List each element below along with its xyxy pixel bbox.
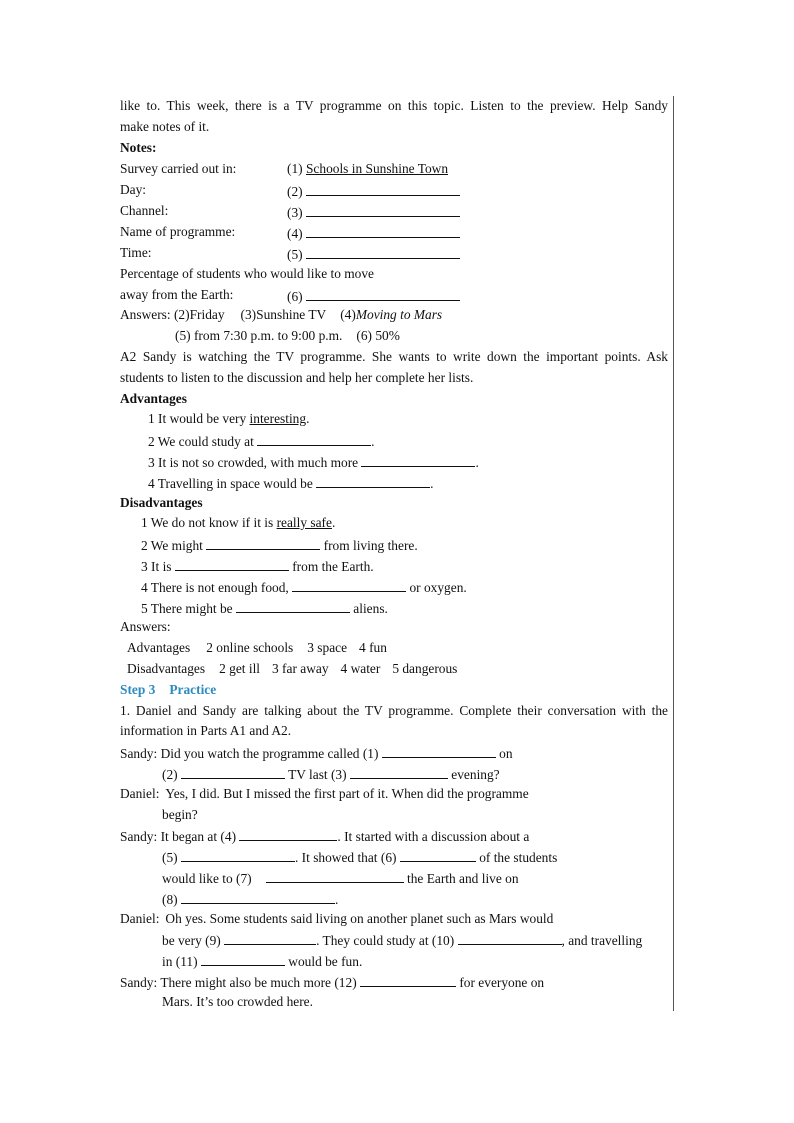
answer-blank[interactable] — [257, 432, 371, 446]
disadvantage-item-4: 4 There is not enough food, or oxygen. — [141, 580, 467, 595]
answer-blank[interactable] — [175, 557, 289, 571]
answer-item: (6) 50% — [356, 328, 400, 343]
notes-row-2 — [120, 182, 668, 198]
disadvantage-item-5: 5 There might be aliens. — [141, 601, 388, 616]
notes-row-label: Channel: — [120, 203, 169, 218]
filled-answer: interesting — [249, 411, 307, 426]
dialogue-line-11: in (11) would be fun. — [162, 954, 363, 969]
speaker-sandy: Sandy: — [120, 746, 158, 761]
dialogue-line-13: Mars. It’s too crowded here. — [162, 994, 313, 1009]
answer-blank[interactable] — [360, 973, 456, 987]
answers2-advantages: Advantages 2 online schools 3 space 4 fun — [127, 640, 387, 655]
notes-row-7 — [120, 287, 668, 303]
speaker-daniel: Daniel: — [120, 911, 160, 926]
answer-item: (2)Friday — [173, 307, 225, 322]
dialogue-line-6: (5) . It showed that (6) of the students — [162, 850, 558, 865]
notes-row-6: Percentage of students who would like to move — [120, 266, 374, 281]
speaker-sandy: Sandy: — [120, 975, 158, 990]
disadvantage-item-1: 1 We do not know if it is really safe. — [141, 515, 336, 530]
notes-row-1 — [120, 161, 668, 177]
dialogue-line-7: would like to (7) the Earth and live on — [162, 871, 519, 886]
answer-blank[interactable] — [239, 827, 337, 841]
answer-blank[interactable] — [400, 848, 476, 862]
answer-blank[interactable] — [458, 931, 562, 945]
dialogue-line-3: Daniel: Yes, I did. But I missed the first part of it. When did the programme — [120, 786, 529, 801]
advantage-item-2: 2 We could study at . — [148, 434, 375, 449]
dialogue-line-5: Sandy: It began at (4) . It started with a discussion about a — [120, 829, 530, 844]
answer-item: (5) from 7:30 p.m. to 9:00 p.m. — [175, 328, 343, 343]
disadvantage-item-3: 3 It is from the Earth. — [141, 559, 374, 574]
notes-row-number: (5) — [287, 247, 303, 262]
answer-blank[interactable] — [201, 952, 285, 966]
practice-question-line-2: information in Parts A1 and A2. — [120, 723, 292, 738]
disadvantage-item-2: 2 We might from living there. — [141, 538, 418, 553]
dialogue-line-8: (8) . — [162, 892, 339, 907]
notes-row-number: (2) — [287, 184, 303, 199]
answer-blank[interactable] — [306, 224, 460, 238]
notes-heading: Notes: — [120, 140, 157, 155]
notes-row-number: (4) — [287, 226, 303, 241]
dialogue-line-12: Sandy: There might also be much more (12) for everyone on — [120, 975, 545, 990]
answer-blank[interactable] — [306, 182, 460, 196]
advantage-item-1: 1 It would be very interesting. — [148, 411, 310, 426]
disadvantages-heading: Disadvantages — [120, 495, 203, 510]
answer-blank[interactable] — [181, 848, 295, 862]
advantages-heading: Advantages — [120, 391, 187, 406]
advantage-item-4: 4 Travelling in space would be . — [148, 476, 434, 491]
notes-row-4 — [120, 224, 668, 240]
answer-blank[interactable] — [224, 931, 316, 945]
dialogue-line-1: Sandy: Did you watch the programme called (1) on — [120, 746, 513, 761]
notes-answers-line-2 — [120, 328, 668, 344]
a2-line-2: students to listen to the discussion and help her complete her lists. — [120, 370, 474, 385]
answers2-label: Answers: — [120, 619, 171, 634]
answer-item: (4) — [340, 307, 356, 322]
notes-row-number: (3) — [287, 205, 303, 220]
answers-label: Answers: — [120, 307, 171, 322]
intro-line-2: make notes of it. — [120, 119, 210, 134]
notes-answer-filled: Schools in Sunshine Town — [305, 161, 449, 176]
answer-blank[interactable] — [266, 869, 404, 883]
speaker-daniel: Daniel: — [120, 786, 160, 801]
intro-line-1: like to. This week, there is a TV programme on this topic. Listen to the preview. Help Sandy — [120, 98, 668, 113]
advantage-item-3: 3 It is not so crowded, with much more . — [148, 455, 479, 470]
answer-blank[interactable] — [361, 453, 475, 467]
answer-item-italic: Moving to Mars — [355, 307, 443, 322]
answer-blank[interactable] — [306, 245, 460, 259]
answer-blank[interactable] — [292, 578, 406, 592]
notes-row-5 — [120, 245, 668, 261]
a2-line-1: A2 Sandy is watching the TV programme. She wants to write down the important points. Ask — [120, 349, 668, 364]
speaker-sandy: Sandy: — [120, 829, 158, 844]
answer-item: (3)Sunshine TV — [240, 307, 327, 322]
answers2-disadvantages: Disadvantages 2 get ill 3 far away 4 water 5 dangerous — [127, 661, 458, 676]
answer-blank[interactable] — [316, 474, 430, 488]
notes-row-label: away from the Earth: — [120, 287, 234, 302]
dialogue-line-2: (2) TV last (3) evening? — [162, 767, 500, 782]
notes-row-label: Time: — [120, 245, 152, 260]
notes-row-label: Name of programme: — [120, 224, 236, 239]
notes-row-label: Survey carried out in: — [120, 161, 237, 176]
notes-row-number: (6) — [287, 289, 303, 304]
practice-question-line-1: 1. Daniel and Sandy are talking about the TV programme. Complete their conversation with the — [120, 703, 668, 718]
notes-row-number: (1) — [287, 161, 303, 176]
dialogue-line-4: begin? — [162, 807, 198, 822]
dialogue-line-10: be very (9) . They could study at (10) , and travelling — [162, 933, 643, 948]
dialogue-line-9: Daniel: Oh yes. Some students said living on another planet such as Mars would — [120, 911, 554, 926]
step3-heading: Step 3 Practice — [120, 682, 217, 697]
notes-row-3 — [120, 203, 668, 219]
answer-blank[interactable] — [306, 287, 460, 301]
answer-blank[interactable] — [306, 203, 460, 217]
answer-blank[interactable] — [206, 536, 320, 550]
answer-blank[interactable] — [350, 765, 448, 779]
answer-blank[interactable] — [236, 599, 350, 613]
answer-blank[interactable] — [181, 890, 335, 904]
answer-blank[interactable] — [181, 765, 285, 779]
answer-blank[interactable] — [382, 744, 496, 758]
notes-answers-line-1 — [120, 307, 668, 323]
filled-answer: really safe — [276, 515, 332, 530]
notes-row-label: Day: — [120, 182, 147, 197]
